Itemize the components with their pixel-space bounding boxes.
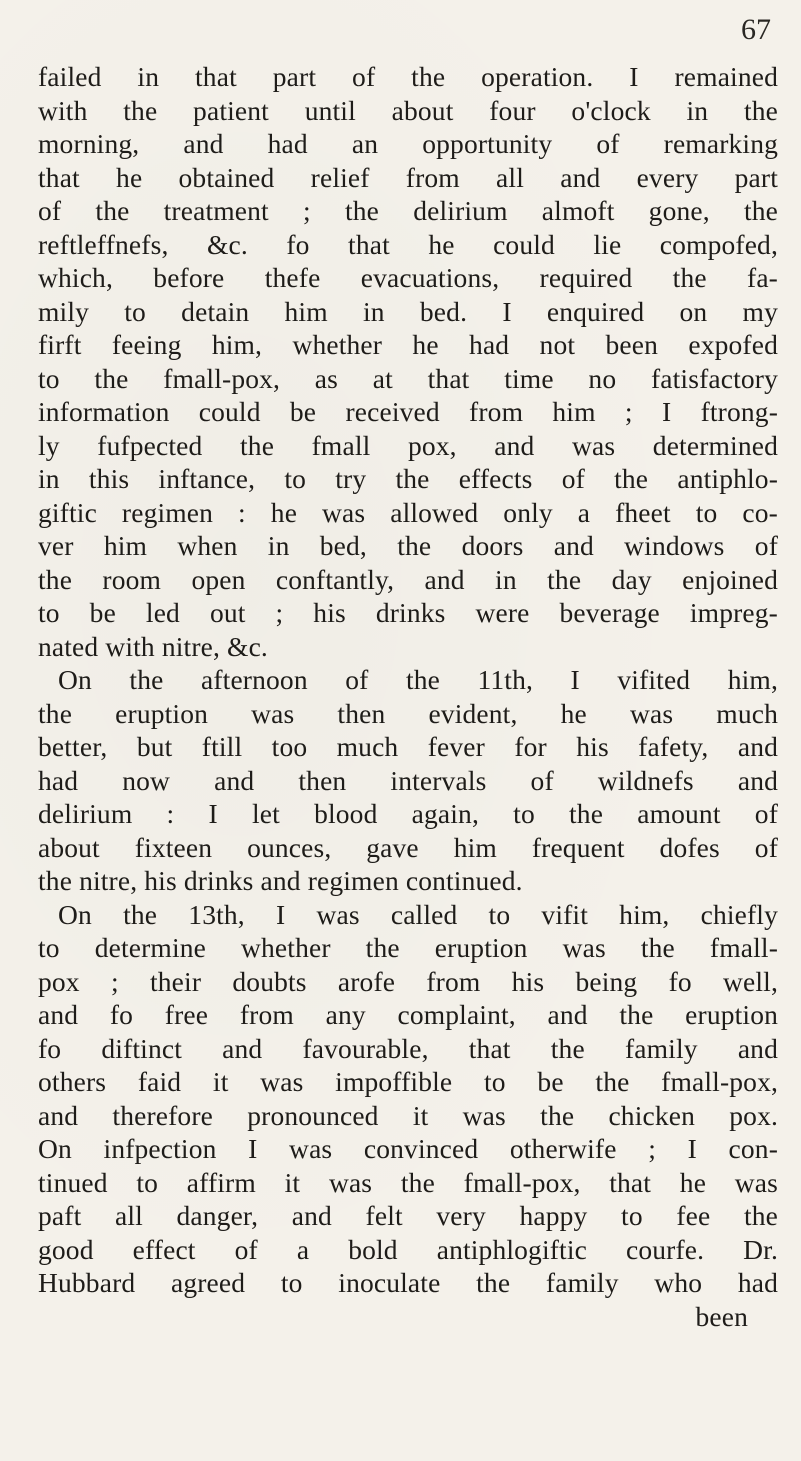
text-line: to determine whether the eruption was the fmall- bbox=[38, 932, 778, 963]
text-line: information could be received from him ; I ftrong- bbox=[38, 396, 778, 427]
text-line: morning, and had an opportunity of remarking bbox=[38, 128, 778, 159]
text-line: nated with nitre, &c. bbox=[38, 630, 268, 662]
text-line: to the fmall-pox, as at that time no fatisfactory bbox=[38, 362, 778, 394]
text-line: giftic regimen : he was allowed only a fheet to co- bbox=[38, 496, 778, 528]
text-line: the room open conftantly, and in the day enjoined bbox=[38, 563, 778, 595]
text-line: firft feeing him, whether he had not been expofed bbox=[38, 329, 778, 360]
text-line: On infpection I was convinced otherwife ; I con- bbox=[38, 1133, 778, 1164]
text-line: tinued to affirm it was the fmall-pox, that he was bbox=[38, 1166, 778, 1198]
paragraph-start-line: On the afternoon of the 11th, I vifited him, bbox=[58, 664, 778, 695]
text-line: Hubbard agreed to inoculate the family who had bbox=[38, 1267, 778, 1298]
text-line: which, before thefe evacuations, required the fa- bbox=[38, 262, 778, 293]
text-line: ver him when in bed, the doors and windows of bbox=[38, 530, 778, 561]
text-line: better, but ftill too much fever for his fafety, and bbox=[38, 731, 778, 762]
text-line: the nitre, his drinks and regimen continued. bbox=[38, 865, 523, 896]
text-line: delirium : I let blood again, to the amount of bbox=[38, 798, 778, 829]
catchword-line: been bbox=[695, 1300, 748, 1332]
body-text bbox=[38, 60, 778, 1333]
text-line: with the patient until about four o'clock in the bbox=[38, 94, 778, 126]
page-number: 67 bbox=[741, 13, 771, 46]
text-line: and fo free from any complaint, and the eruption bbox=[38, 999, 778, 1030]
text-line: of the treatment ; the delirium almoft gone, the bbox=[38, 195, 778, 226]
text-line: paft all danger, and felt very happy to fee the bbox=[38, 1200, 778, 1231]
text-line: about fixteen ounces, gave him frequent dofes of bbox=[38, 831, 778, 863]
text-line: good effect of a bold antiphlogiftic courfe. Dr. bbox=[38, 1233, 778, 1265]
text-line: reftleffnefs, &c. fo that he could lie compofed, bbox=[38, 228, 778, 260]
text-line: fo diftinct and favourable, that the family and bbox=[38, 1032, 778, 1064]
text-line: others faid it was impoffible to be the fmall-pox, bbox=[38, 1066, 778, 1097]
text-line: had now and then intervals of wildnefs and bbox=[38, 764, 778, 796]
paragraph-start-line: On the 13th, I was called to vifit him, chiefly bbox=[58, 898, 778, 930]
text-line: ly fufpected the fmall pox, and was determined bbox=[38, 429, 778, 461]
text-line: the eruption was then evident, he was much bbox=[38, 697, 778, 729]
text-line: pox ; their doubts arofe from his being fo well, bbox=[38, 965, 778, 997]
text-line: in this inftance, to try the effects of the antiphlo- bbox=[38, 463, 778, 494]
text-line: failed in that part of the operation. I remained bbox=[38, 61, 778, 92]
text-line: to be led out ; his drinks were beverage impreg- bbox=[38, 597, 778, 628]
text-line: that he obtained relief from all and every part bbox=[38, 161, 778, 193]
text-line: and therefore pronounced it was the chicken pox. bbox=[38, 1099, 778, 1131]
text-line: mily to detain him in bed. I enquired on my bbox=[38, 295, 778, 327]
